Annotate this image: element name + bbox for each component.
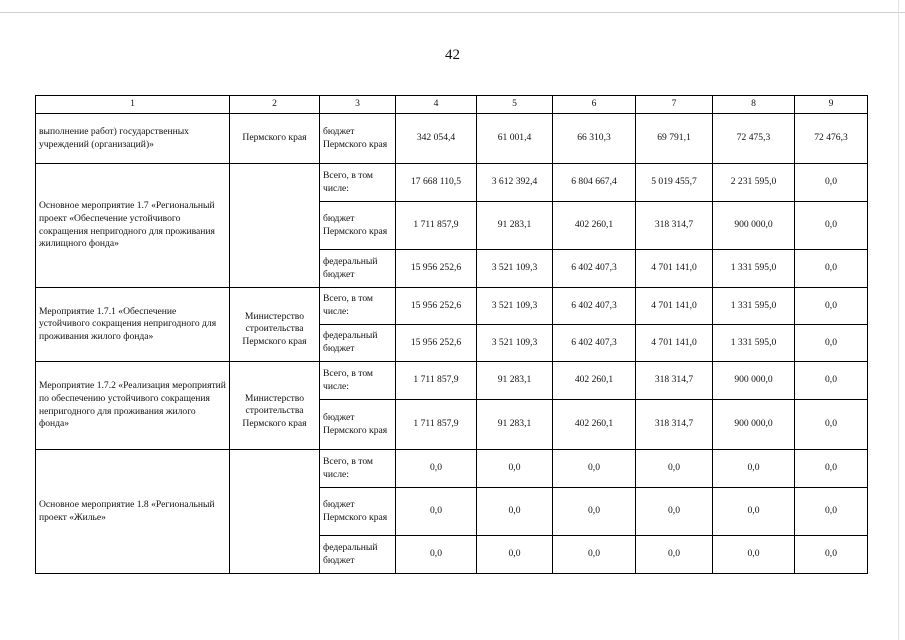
header-cell: 8 <box>713 96 795 114</box>
funding-source: бюджет Пермского края <box>320 400 396 450</box>
funding-source: Всего, в том числе: <box>320 450 396 488</box>
value-cell: 2 231 595,0 <box>713 164 795 202</box>
header-cell: 4 <box>396 96 477 114</box>
measure-name: Мероприятие 1.7.1 «Обеспечение устойчивого сокращения непригодного для проживания жилого фонда» <box>36 288 230 362</box>
funding-source: бюджет Пермского края <box>320 114 396 164</box>
value-cell: 69 791,1 <box>636 114 713 164</box>
value-cell: 3 612 392,4 <box>477 164 553 202</box>
table-row <box>36 450 868 488</box>
value-cell: 4 701 141,0 <box>636 325 713 362</box>
value-cell: 1 331 595,0 <box>713 288 795 325</box>
page-number: 42 <box>445 47 460 63</box>
value-cell: 0,0 <box>795 362 868 400</box>
table-row <box>36 114 868 164</box>
value-cell: 0,0 <box>795 288 868 325</box>
value-cell: 0,0 <box>477 488 553 536</box>
header-cell: 3 <box>320 96 396 114</box>
value-cell: 72 475,3 <box>713 114 795 164</box>
executor: Пермского края <box>230 114 320 164</box>
value-cell: 0,0 <box>713 488 795 536</box>
executor <box>230 164 320 288</box>
table-row <box>36 164 868 202</box>
value-cell: 0,0 <box>795 488 868 536</box>
value-cell: 0,0 <box>795 450 868 488</box>
value-cell: 0,0 <box>553 488 636 536</box>
value-cell: 15 956 252,6 <box>396 250 477 288</box>
measure-name: Основное мероприятие 1.8 «Региональный проект «Жилье» <box>36 450 230 574</box>
value-cell: 15 956 252,6 <box>396 288 477 325</box>
funding-source: Всего, в том числе: <box>320 288 396 325</box>
table-row <box>36 288 868 325</box>
value-cell: 0,0 <box>636 488 713 536</box>
value-cell: 0,0 <box>553 450 636 488</box>
value-cell: 402 260,1 <box>553 400 636 450</box>
header-cell: 5 <box>477 96 553 114</box>
value-cell: 900 000,0 <box>713 400 795 450</box>
value-cell: 318 314,7 <box>636 400 713 450</box>
value-cell: 61 001,4 <box>477 114 553 164</box>
value-cell: 1 711 857,9 <box>396 202 477 250</box>
value-cell: 1 711 857,9 <box>396 362 477 400</box>
value-cell: 4 701 141,0 <box>636 288 713 325</box>
value-cell: 0,0 <box>795 536 868 574</box>
funding-source: Всего, в том числе: <box>320 362 396 400</box>
value-cell: 0,0 <box>477 536 553 574</box>
scan-edge-top <box>0 12 905 13</box>
value-cell: 91 283,1 <box>477 202 553 250</box>
header-cell: 7 <box>636 96 713 114</box>
budget-table <box>35 95 868 574</box>
header-cell: 2 <box>230 96 320 114</box>
value-cell: 0,0 <box>396 450 477 488</box>
value-cell: 0,0 <box>795 250 868 288</box>
value-cell: 5 019 455,7 <box>636 164 713 202</box>
value-cell: 0,0 <box>795 202 868 250</box>
value-cell: 6 402 407,3 <box>553 250 636 288</box>
measure-name: Мероприятие 1.7.2 «Реализация мероприятий по обеспечению устойчивого сокращения непригодного для проживания жилого фонда» <box>36 362 230 450</box>
header-cell: 1 <box>36 96 230 114</box>
funding-source: Всего, в том числе: <box>320 164 396 202</box>
table-row <box>36 362 868 400</box>
value-cell: 6 402 407,3 <box>553 325 636 362</box>
value-cell: 402 260,1 <box>553 362 636 400</box>
header-cell: 6 <box>553 96 636 114</box>
funding-source: федеральный бюджет <box>320 250 396 288</box>
executor: Министерство строительства Пермского края <box>230 288 320 362</box>
header-row <box>36 96 868 114</box>
value-cell: 0,0 <box>795 164 868 202</box>
value-cell: 1 331 595,0 <box>713 325 795 362</box>
value-cell: 0,0 <box>553 536 636 574</box>
value-cell: 0,0 <box>713 536 795 574</box>
value-cell: 0,0 <box>477 450 553 488</box>
value-cell: 1 331 595,0 <box>713 250 795 288</box>
value-cell: 900 000,0 <box>713 362 795 400</box>
value-cell: 3 521 109,3 <box>477 288 553 325</box>
value-cell: 91 283,1 <box>477 400 553 450</box>
value-cell: 0,0 <box>636 536 713 574</box>
value-cell: 3 521 109,3 <box>477 250 553 288</box>
value-cell: 0,0 <box>795 400 868 450</box>
value-cell: 402 260,1 <box>553 202 636 250</box>
value-cell: 342 054,4 <box>396 114 477 164</box>
value-cell: 900 000,0 <box>713 202 795 250</box>
funding-source: бюджет Пермского края <box>320 202 396 250</box>
value-cell: 0,0 <box>396 488 477 536</box>
executor <box>230 450 320 574</box>
funding-source: федеральный бюджет <box>320 325 396 362</box>
value-cell: 0,0 <box>396 536 477 574</box>
measure-name: выполнение работ) государственных учреждений (организаций)» <box>36 114 230 164</box>
value-cell: 91 283,1 <box>477 362 553 400</box>
value-cell: 0,0 <box>713 450 795 488</box>
value-cell: 6 804 667,4 <box>553 164 636 202</box>
value-cell: 15 956 252,6 <box>396 325 477 362</box>
value-cell: 0,0 <box>795 325 868 362</box>
header-cell: 9 <box>795 96 868 114</box>
funding-source: федеральный бюджет <box>320 536 396 574</box>
scan-edge-right <box>898 0 899 640</box>
funding-source: бюджет Пермского края <box>320 488 396 536</box>
value-cell: 318 314,7 <box>636 362 713 400</box>
value-cell: 0,0 <box>636 450 713 488</box>
value-cell: 72 476,3 <box>795 114 868 164</box>
value-cell: 66 310,3 <box>553 114 636 164</box>
value-cell: 17 668 110,5 <box>396 164 477 202</box>
value-cell: 318 314,7 <box>636 202 713 250</box>
value-cell: 1 711 857,9 <box>396 400 477 450</box>
executor: Министерство строительства Пермского края <box>230 362 320 450</box>
value-cell: 4 701 141,0 <box>636 250 713 288</box>
value-cell: 3 521 109,3 <box>477 325 553 362</box>
measure-name: Основное мероприятие 1.7 «Региональный проект «Обеспечение устойчивого сокращения непригодного для проживания жилищного фонда» <box>36 164 230 288</box>
value-cell: 6 402 407,3 <box>553 288 636 325</box>
